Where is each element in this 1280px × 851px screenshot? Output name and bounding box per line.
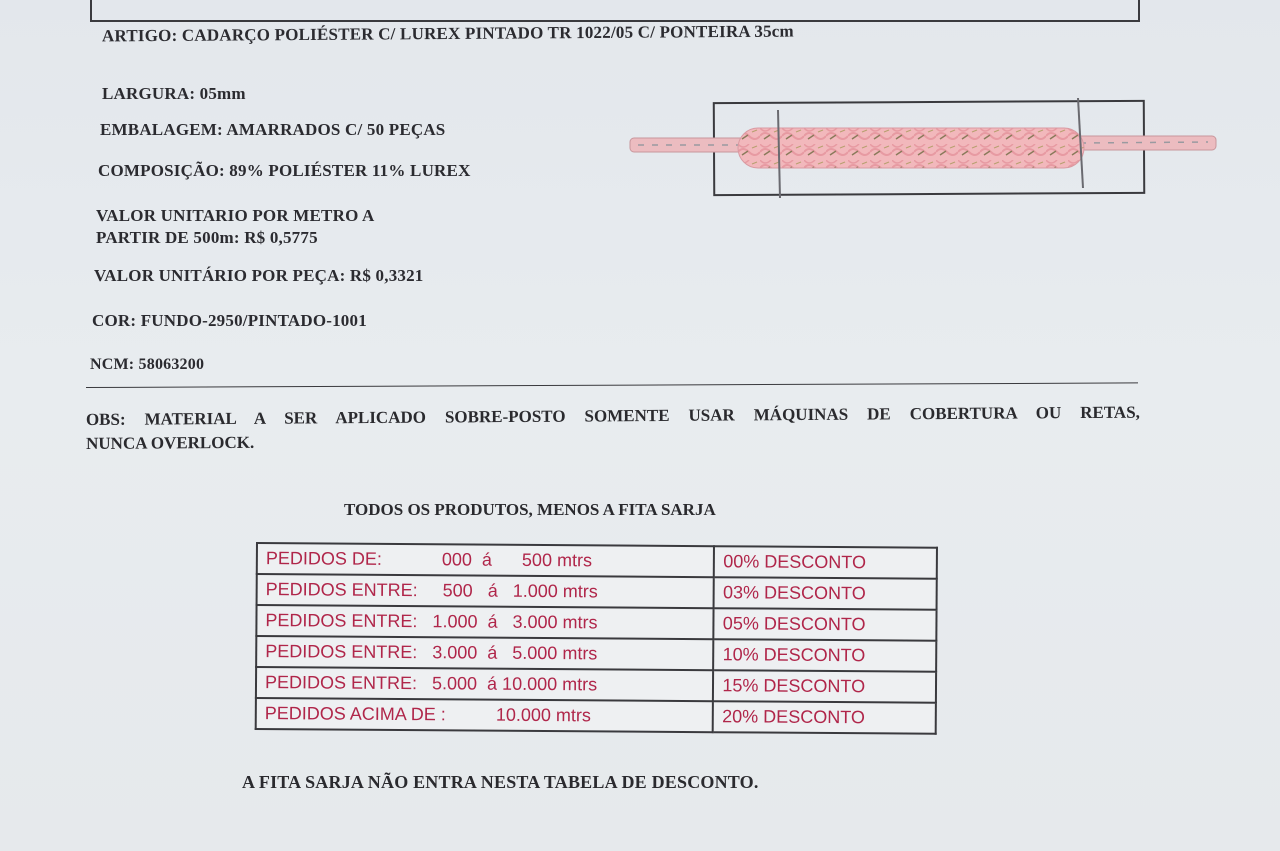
range-cell: PEDIDOS ENTRE: 3.000 á 5.000 mtrs (256, 636, 714, 670)
discount-table (255, 542, 938, 735)
range-cell: PEDIDOS ENTRE: 5.000 á 10.000 mtrs (256, 667, 714, 701)
valor-peca-field: VALOR UNITÁRIO POR PEÇA: R$ 0,3321 (94, 266, 424, 285)
discount-table-title: TODOS OS PRODUTOS, MENOS A FITA SARJA (344, 500, 716, 519)
discount-cell: 15% DESCONTO (713, 670, 936, 703)
obs-line1: OBS: MATERIAL A SER APLICADO SOBRE-POSTO SOMENTE USAR MÁQUINAS DE COBERTURA OU RETAS, (85, 402, 1140, 430)
table-row (256, 605, 936, 641)
discount-cell: 10% DESCONTO (714, 639, 937, 672)
table-row (257, 543, 937, 579)
table-row (256, 636, 936, 672)
shoelace-product-image (628, 96, 1218, 200)
discount-cell: 05% DESCONTO (714, 608, 937, 641)
table-row (256, 698, 936, 734)
cor-field: COR: FUNDO-2950/PINTADO-1001 (92, 311, 367, 330)
valor-metro-field (96, 205, 375, 249)
embalagem-field: EMBALAGEM: AMARRADOS C/ 50 PEÇAS (100, 120, 446, 139)
composicao-field: COMPOSIÇÃO: 89% POLIÉSTER 11% LUREX (98, 161, 471, 180)
artigo-field: ARTIGO: CADARÇO POLIÉSTER C/ LUREX PINTADO TR 1022/05 C/ PONTEIRA 35cm (101, 21, 794, 46)
header-box (90, 0, 1140, 22)
table-row (256, 667, 936, 703)
range-cell: PEDIDOS DE: 000 á 500 mtrs (257, 543, 715, 577)
range-cell: PEDIDOS ENTRE: 500 á 1.000 mtrs (257, 574, 715, 608)
footer-note: A FITA SARJA NÃO ENTRA NESTA TABELA DE DESCONTO. (242, 772, 759, 792)
obs-note (86, 401, 1140, 456)
valor-metro-line1: VALOR UNITARIO POR METRO A (96, 206, 375, 225)
section-divider (86, 382, 1138, 388)
discount-cell: 00% DESCONTO (714, 546, 937, 579)
ncm-field: NCM: 58063200 (90, 356, 205, 373)
range-cell: PEDIDOS ENTRE: 1.000 á 3.000 mtrs (256, 605, 714, 639)
discount-cell: 20% DESCONTO (713, 701, 936, 734)
largura-field: LARGURA: 05mm (102, 84, 246, 103)
discount-cell: 03% DESCONTO (714, 577, 937, 610)
range-cell: PEDIDOS ACIMA DE : 10.000 mtrs (256, 698, 714, 732)
table-row (257, 574, 937, 610)
obs-line2: NUNCA OVERLOCK. (86, 432, 255, 453)
valor-metro-line2: PARTIR DE 500m: R$ 0,5775 (96, 228, 318, 247)
